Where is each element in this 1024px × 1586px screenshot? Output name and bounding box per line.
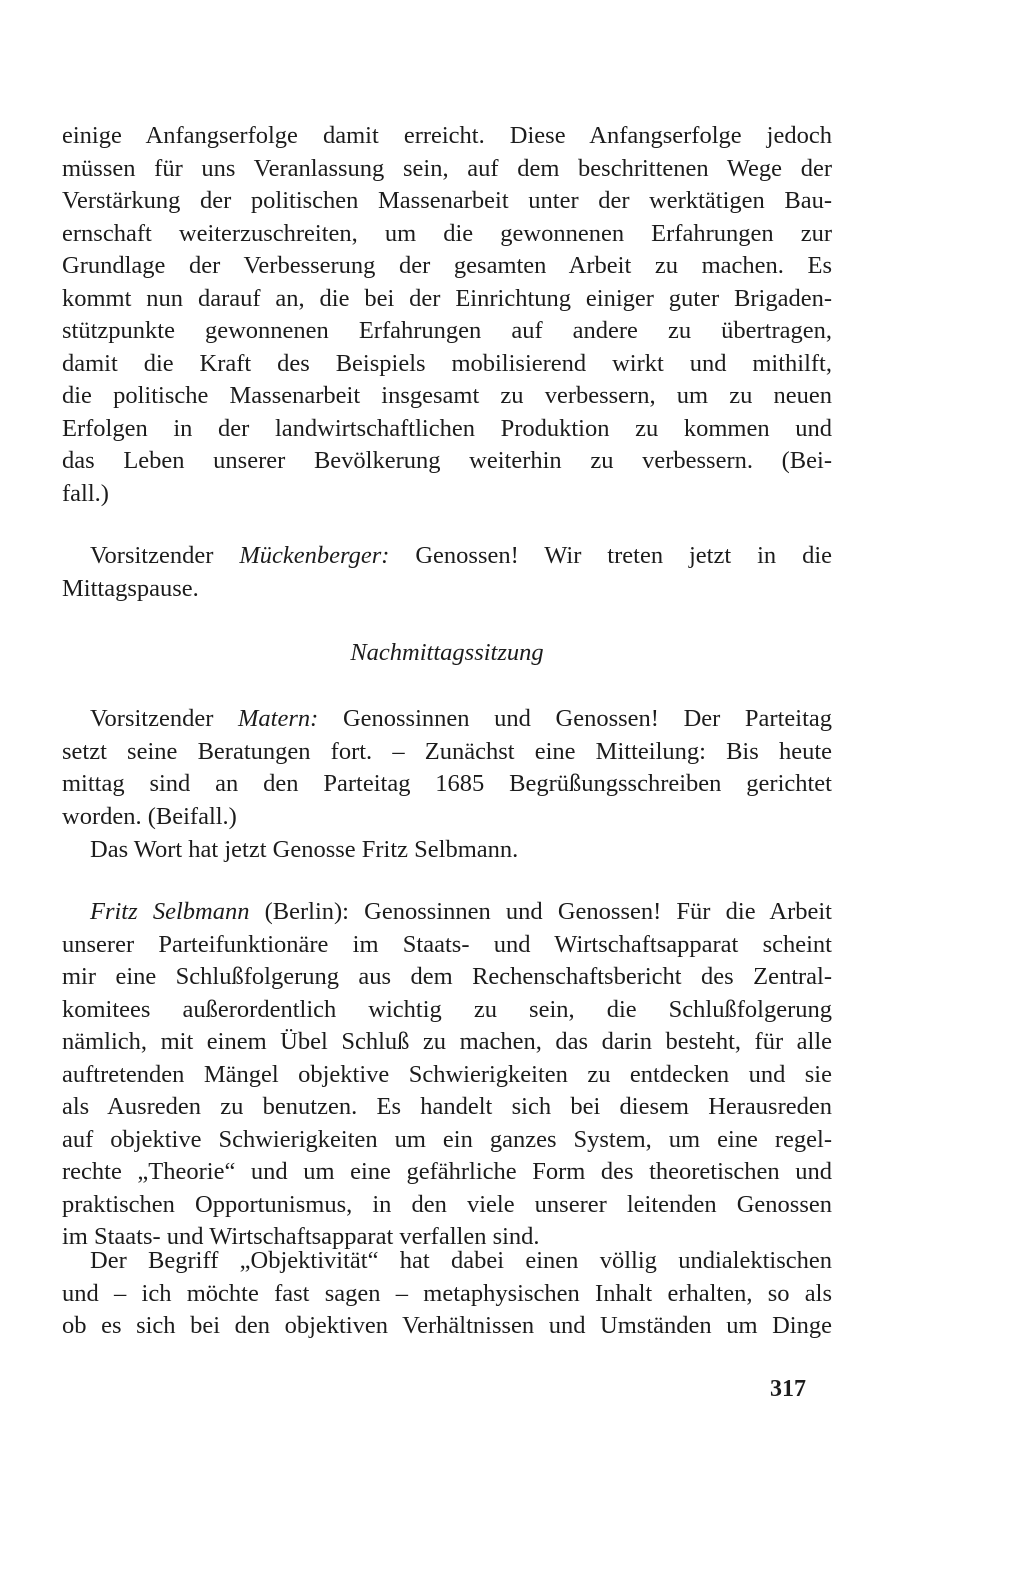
text-line: stützpunkte gewonnenen Erfahrungen auf andere zu übertragen,: [62, 317, 832, 344]
text-line: komitees außerordentlich wichtig zu sein, die Schlußfolgerung: [62, 995, 832, 1023]
speaker-name: Mückenberger:: [239, 542, 390, 569]
paragraph-5: [62, 896, 832, 1254]
speaker-name: Matern:: [238, 705, 319, 732]
paragraph-1: [62, 120, 832, 510]
text-line: mir eine Schlußfolgerung aus dem Rechenschaftsbericht des Zentral-: [62, 963, 832, 990]
text-line: auftretenden Mängel objektive Schwierigkeiten zu entdecken und sie: [62, 1060, 832, 1088]
text-line: auf objektive Schwierigkeiten um ein ganzes System, um eine regel-: [62, 1125, 832, 1153]
text-line: im Staats- und Wirtschaftsapparat verfallen sind.: [62, 1223, 540, 1250]
text-line: Verstärkung der politischen Massenarbeit unter der werktätigen Bau-: [62, 187, 832, 214]
text-line: [62, 896, 832, 929]
speech-text: Genossinnen und Genossen! Der Parteitag: [318, 705, 833, 732]
text-line: [62, 540, 832, 573]
text-line: und – ich möchte fast sagen – metaphysischen Inhalt erhalten, so als: [62, 1279, 832, 1307]
text-line: fall.): [62, 479, 109, 507]
text-line: rechte „Theorie“ und um eine gefährliche Form des theoretischen und: [62, 1158, 832, 1185]
text-line: kommt nun darauf an, die bei der Einrichtung einiger guter Brigaden-: [62, 284, 832, 312]
chair-label: Vorsitzender: [90, 542, 240, 569]
text-line: Grundlage der Verbesserung der gesamten Arbeit zu machen. Es: [62, 252, 832, 279]
paragraph-6: [62, 1245, 832, 1343]
speech-text: Genossen! Wir treten jetzt in die: [389, 542, 833, 569]
paragraph-3: [62, 703, 832, 833]
text-line: als Ausreden zu benutzen. Es handelt sich bei diesem Herausreden: [62, 1093, 832, 1120]
section-heading: Nachmittagssitzung: [350, 639, 544, 666]
text-line: ob es sich bei den objektiven Verhältnissen und Umständen um Dinge: [62, 1312, 832, 1339]
speaker-name: Fritz Selbmann: [90, 898, 250, 925]
text-line: damit die Kraft des Beispiels mobilisierend wirkt und mithilft,: [62, 349, 832, 377]
text-line: müssen für uns Veranlassung sein, auf dem beschrittenen Wege der: [62, 154, 832, 182]
speech-text: (Berlin): Genossinnen und Genossen! Für die Arbeit: [249, 898, 832, 925]
text-line: Mittagspause.: [62, 574, 199, 602]
text-line: Der Begriff „Objektivität“ hat dabei einen völlig undialektischen: [90, 1247, 832, 1274]
text-line: nämlich, mit einem Übel Schluß zu machen, das darin besteht, für alle: [62, 1028, 832, 1055]
text-line: die politische Massenarbeit insgesamt zu verbessern, um zu neuen: [62, 382, 832, 409]
page-number: 317: [770, 1376, 806, 1402]
text-line: [62, 703, 832, 736]
chair-label: Vorsitzender: [90, 705, 239, 732]
text-line: praktischen Opportunismus, in den viele unserer leitenden Genossen: [62, 1190, 832, 1218]
text-line: mittag sind an den Parteitag 1685 Begrüßungsschreiben gerichtet: [62, 770, 832, 797]
text-line: ernschaft weiterzuschreiten, um die gewonnenen Erfahrungen zur: [62, 219, 832, 247]
text-line: unserer Parteifunktionäre im Staats- und Wirtschaftsapparat scheint: [62, 930, 832, 958]
paragraph-2: [62, 540, 832, 605]
paragraph-4: [62, 834, 832, 867]
text-line: das Leben unserer Bevölkerung weiterhin zu verbessern. (Bei-: [62, 447, 832, 474]
text-line: Das Wort hat jetzt Genosse Fritz Selbmann.: [90, 836, 519, 863]
text-line: Erfolgen in der landwirtschaftlichen Produktion zu kommen und: [62, 414, 832, 442]
text-line: setzt seine Beratungen fort. – Zunächst eine Mitteilung: Bis heute: [62, 737, 832, 765]
text-line: worden. (Beifall.): [62, 802, 237, 830]
text-line: einige Anfangserfolge damit erreicht. Diese Anfangserfolge jedoch: [62, 122, 832, 149]
